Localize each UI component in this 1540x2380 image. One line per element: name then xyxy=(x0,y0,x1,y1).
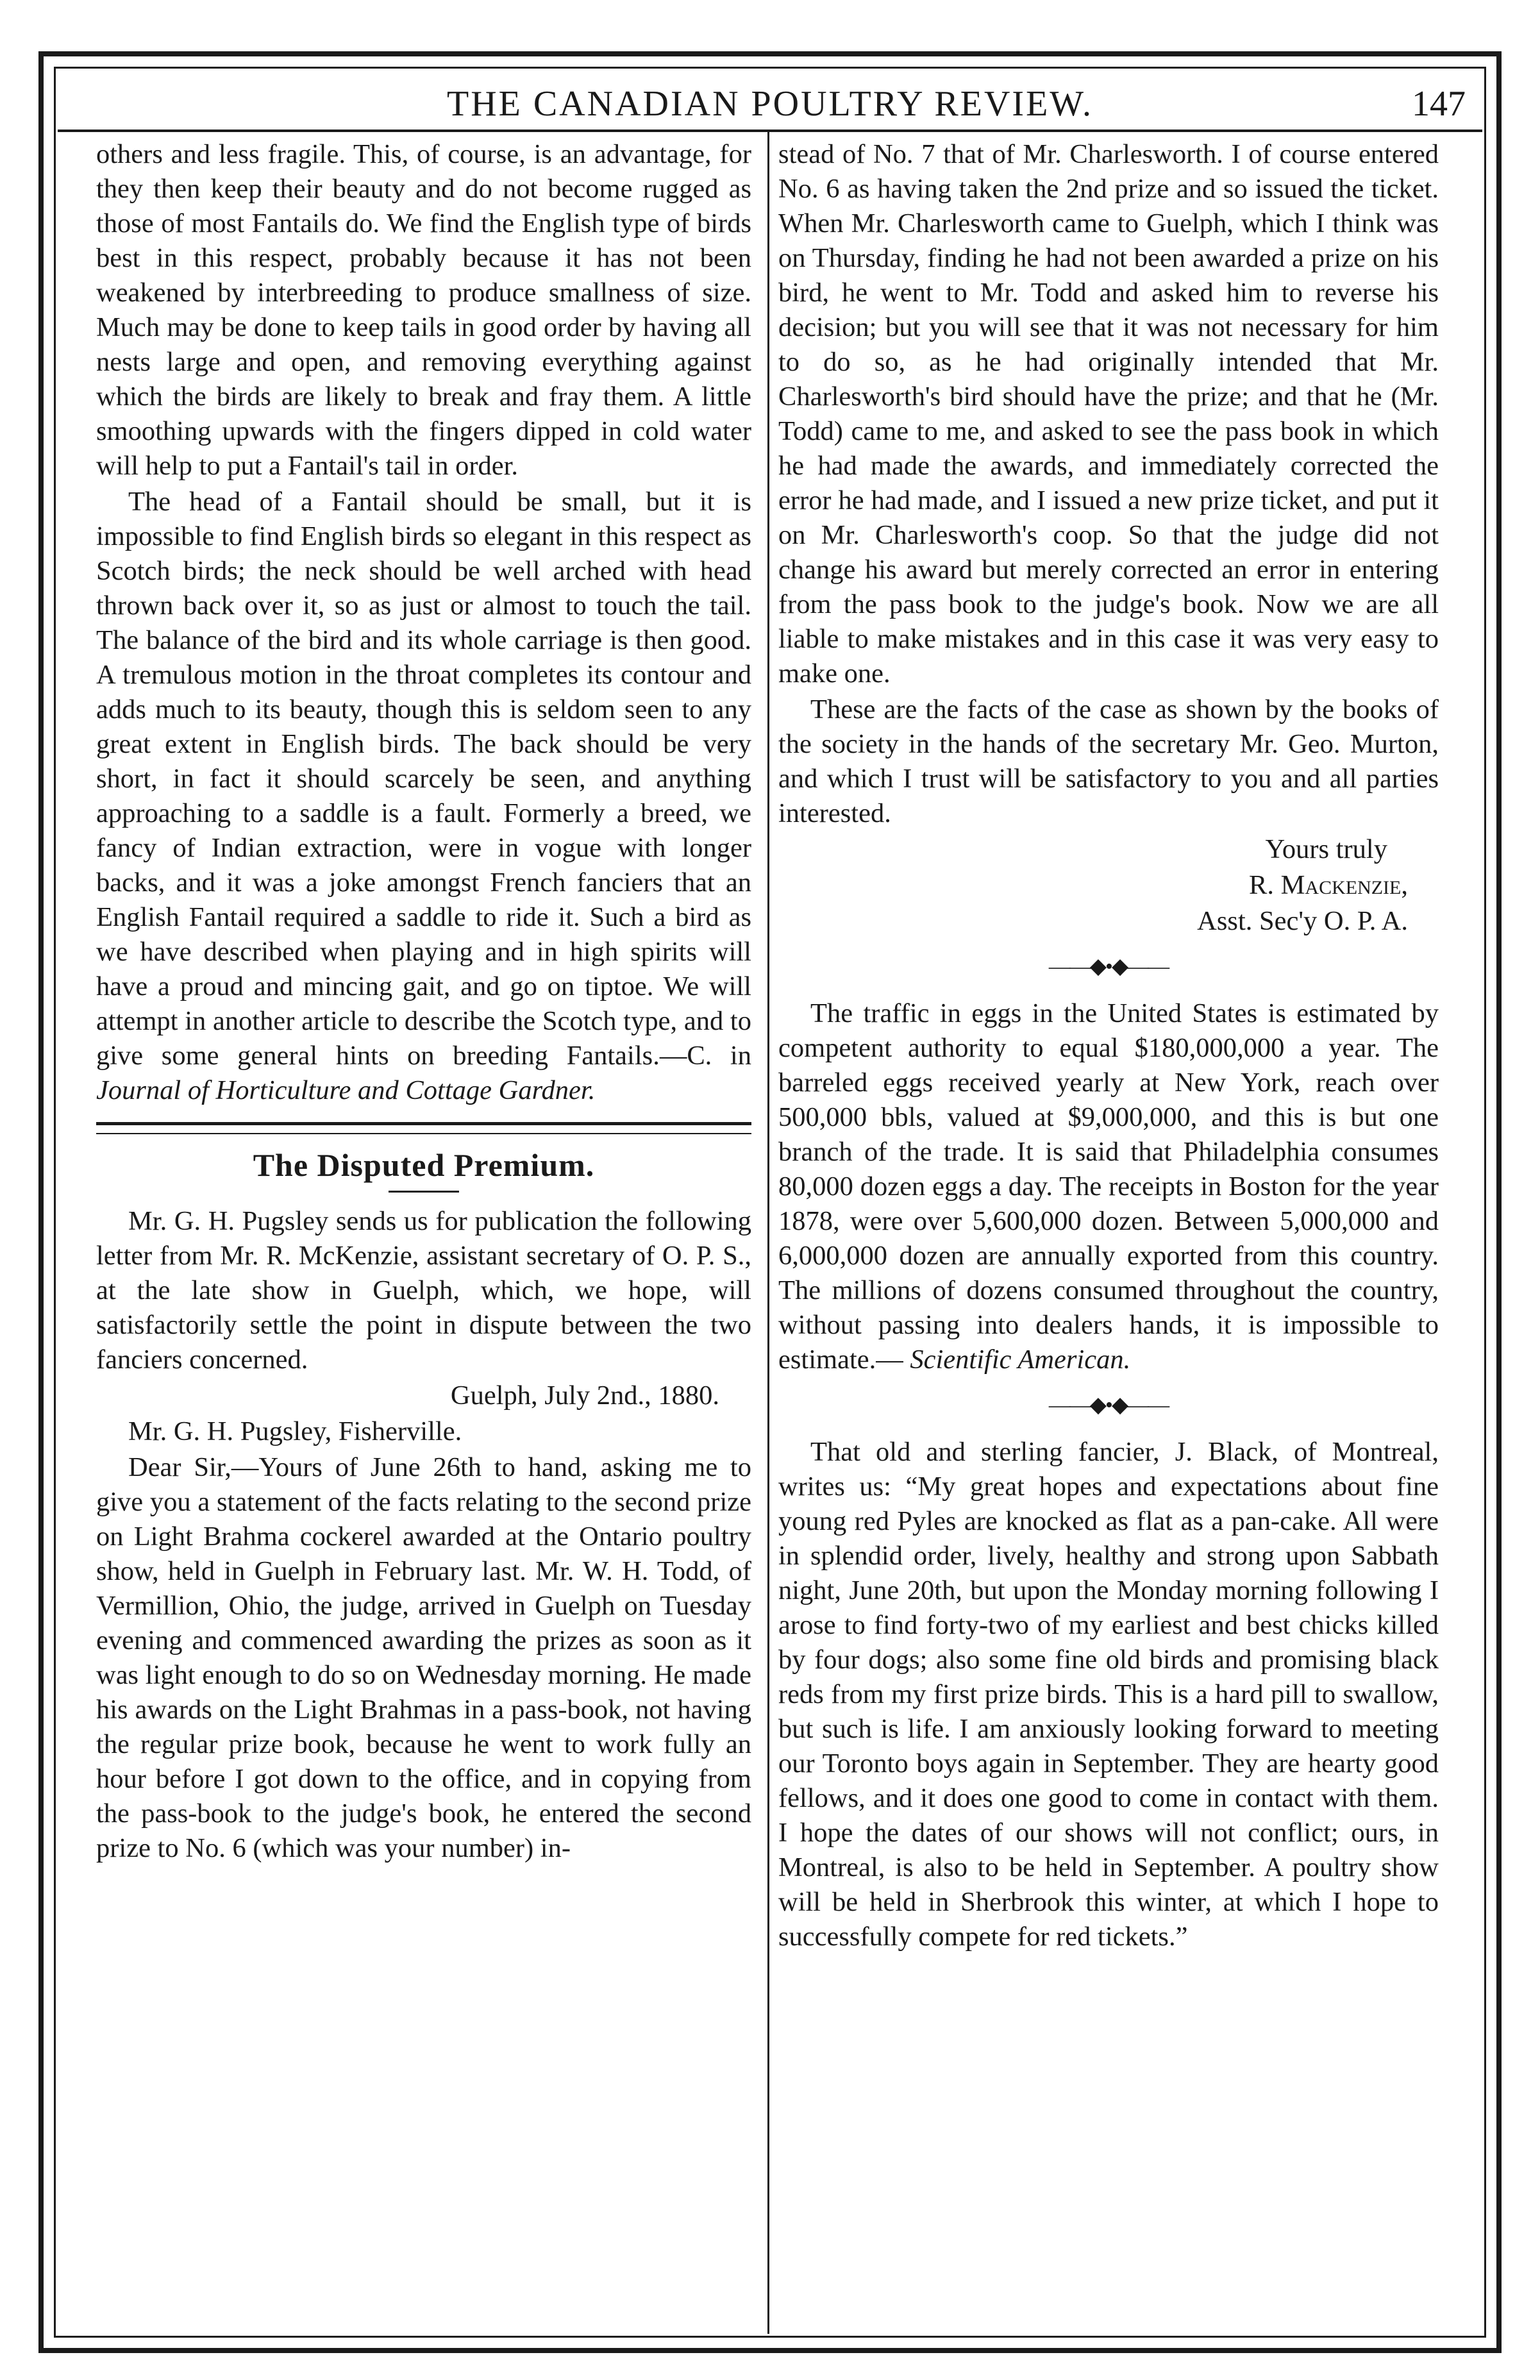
eggs-paragraph-text: The traffic in eggs in the United States is estimated by competent authority to equal $180,000,000 a year. The barreled eggs received yearly at New York, reach over 500,000 bbls, valued at $9,000,000, and this is but one branch of the trade. It is said that Philadelphia consumes 80,000 dozen eggs a day. The receipts in Boston for the year 1878, were over 5,600,000 dozen. Between 5,000,000 and 6,000,000 dozen are annually exported from this country. The millions of dozens consumed throughout the country, without passing into dealers hands, it is impossible to estimate.— xyxy=(778,998,1439,1375)
signature-name: R. Mackenzie, xyxy=(1249,870,1408,900)
eggs-source: Scientific American. xyxy=(910,1345,1131,1375)
fantail-paragraph: others and less fragile. This, of course, is an advantage, for they then keep their beauty and do not become rugged as those of most Fantails do. We find the English type of birds best in this respect, probably because it has not been weakened by interbreeding to produce smallness of size. Much may be done to keep tails in good order by having all nests large and open, and removing everything against which the birds are likely to break and fray them. A little smoothing upwards with the fingers dipped in cold water will help to put a Fantail's tail in order. xyxy=(96,139,751,481)
letter-closing: Yours truly xyxy=(1265,834,1387,864)
left-column xyxy=(96,137,751,2330)
header-rule xyxy=(58,130,1482,132)
column-divider xyxy=(767,132,769,2334)
fantail-paragraph xyxy=(96,485,751,1108)
page-header xyxy=(58,78,1482,130)
letter-date: Guelph, July 2nd., 1880. xyxy=(450,1380,719,1411)
fantail-paragraph-text: The head of a Fantail should be small, but it is impossible to find English birds so elegant in this respect as Scotch birds; the neck should be well arched with head thrown back over it, so as just or almost to touch the tail. The balance of the bird and its whole carriage is then good. A tremulous motion in the throat completes its contour and adds much to its beauty, though this is seldom seen to any great extent in English birds. The back should be very short, in fact it should scarcely be seen, and anything approaching to a saddle is a fault. Formerly a breed, we fancy of Indian extraction, were in vogue with longer backs, and it was a joke amongst French fanciers that an English Fantail required a saddle to ride it. Such a bird as we have described when playing and in high spirits will have a proud and mincing gait, and go on tiptoe. We will attempt in another article to describe the Scotch type, and to give some general hints on breeding Fantails.—C. in xyxy=(96,487,751,1071)
ornament-divider: ——◆•◆—— xyxy=(1048,1393,1169,1417)
fantail-source: Journal of Horticulture and Cottage Gardner. xyxy=(96,1075,596,1105)
black-paragraph: That old and sterling fancier, J. Black, of Montreal, writes us: “My great hopes and expectations about fine young red Pyles are knocked as flat as a pan-cake. All were in splendid order, lively, healthy and strong upon Sabbath night, June 20th, but upon the Monday morning following I arose to find forty-two of my earliest and best chicks killed by four dogs; also some fine old birds and promising black reds from my first prize birds. This is a hard pill to swallow, but such is life. I am anxiously looking forward to meeting our Toronto boys again in September. They are hearty good fellows, and it does one good to come in contact with them. I hope the dates of our shows will not conflict; ours, in Montreal, is also to be held in September. A poultry show will be held in Sherbrook this winter, at which I hope to successfully compete for red tickets.” xyxy=(778,1437,1439,1952)
page-number: 147 xyxy=(1412,84,1466,124)
title-underline xyxy=(389,1191,459,1193)
letter-addressee: Mr. G. H. Pugsley, Fisherville. xyxy=(128,1416,462,1446)
section-title: The Disputed Premium. xyxy=(253,1147,595,1183)
signature-title: Asst. Sec'y O. P. A. xyxy=(1197,906,1408,936)
letter-body-continued: stead of No. 7 that of Mr. Charlesworth. I of course entered No. 6 as having taken the 2nd prize and so issued the ticket. When Mr. Charlesworth came to Guelph, which I think was on Thursday, finding he had not been awarded a prize on his bird, he went to Mr. Todd and asked him to reverse his decision; but you will see that it was not necessary for him to do so, as he had originally intended that Mr. Charlesworth's bird should have the prize; and that he (Mr. Todd) came to me, and asked to see the pass book in which he had made the awards, and immediately corrected the error he had made, and I issued a new prize ticket, and put it on Mr. Charlesworth's coop. So that the judge did not change his award but merely corrected an error in entering from the pass book to the judge's book. Now we are all liable to make mistakes and in this case it was very easy to make one. xyxy=(778,139,1439,689)
eggs-paragraph xyxy=(778,996,1439,1377)
section-separator xyxy=(96,1122,751,1134)
letter-facts: These are the facts of the case as shown by the books of the society in the hands of the secretary Mr. Geo. Murton, and which I trust will be satisfactory to you and all parties interested. xyxy=(778,694,1439,828)
disputed-intro: Mr. G. H. Pugsley sends us for publication the following letter from Mr. R. McKenzie, assistant secretary of O. P. S., at the late show in Guelph, which, we hope, will satisfactorily settle the point in dispute between the two fanciers concerned. xyxy=(96,1206,751,1375)
ornament-divider: ——◆•◆—— xyxy=(1048,955,1169,978)
running-title: THE CANADIAN POULTRY REVIEW. xyxy=(447,84,1093,124)
letter-body: Dear Sir,—Yours of June 26th to hand, asking me to give you a statement of the facts relating to the second prize on Light Brahma cockerel awarded at the Ontario poultry show, held in Guelph in February last. Mr. W. H. Todd, of Vermillion, Ohio, the judge, arrived in Guelph on Tuesday evening and commenced awarding the prizes as soon as it was light enough to do so on Wednesday morning. He made his awards on the Light Brahmas in a pass-book, not having the regular prize book, because he went to work fully an hour before I got down to the office, and in copying from the pass-book to the judge's book, he entered the second prize to No. 6 (which was your number) in- xyxy=(96,1452,751,1863)
right-column xyxy=(778,137,1439,2330)
